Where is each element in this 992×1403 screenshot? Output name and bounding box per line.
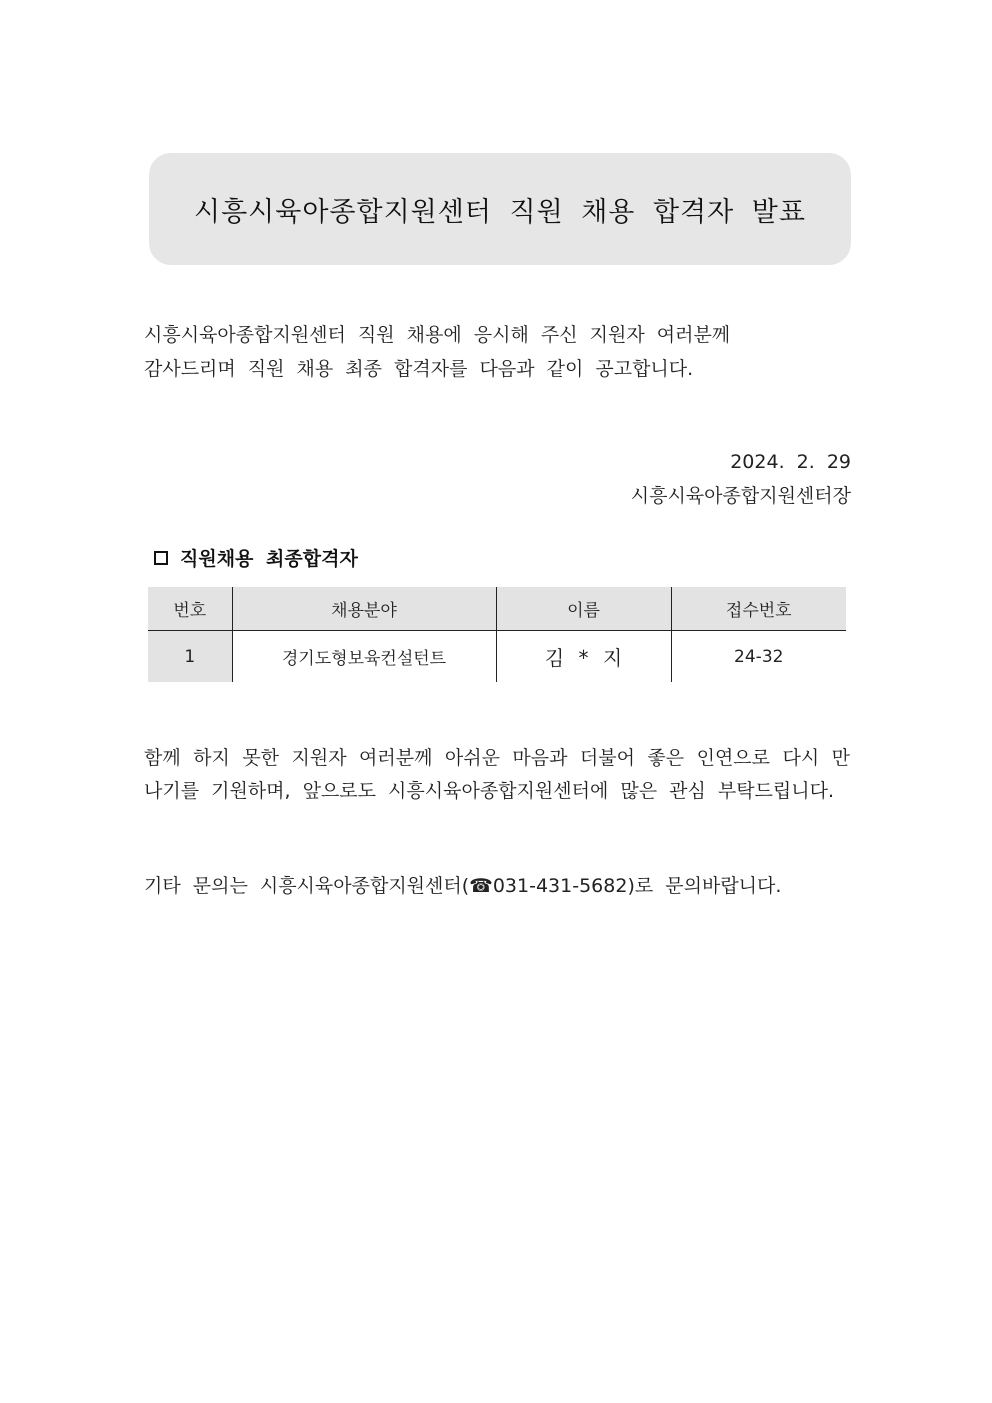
cell-name: 김 * 지 [496,631,671,683]
table-row [148,631,846,683]
results-table [148,587,846,682]
table-header-row [148,587,846,631]
title-banner [149,153,851,265]
header-name: 이름 [496,587,671,631]
page-title: 시흥시육아종합지원센터 직원 채용 합격자 발표 [194,196,806,228]
phone-icon: ☎ [469,875,493,897]
intro-line-2: 감사드리며 직원 채용 최종 합격자를 다음과 같이 공고합니다. [144,358,694,380]
announcement-date: 2024. 2. 29 [730,451,851,473]
header-field: 채용분야 [232,587,496,631]
section-heading-label: 직원채용 최종합격자 [180,548,358,570]
intro-line-1: 시흥시육아종합지원센터 직원 채용에 응시해 주신 지원자 여러분께 [144,324,731,346]
section-heading [154,544,358,571]
closing-paragraph: 함께 하지 못한 지원자 여러분께 아쉬운 마음과 더불어 좋은 인연으로 다시 만나기를 기원하며, 앞으로도 시흥시육아종합지원센터에 많은 관심 부탁드립니다. [144,747,850,802]
contact-line [144,871,781,898]
header-receipt: 접수번호 [671,587,846,631]
contact-text-after: )로 문의바랍니다. [627,875,782,897]
cell-field: 경기도형보육컨설턴트 [232,631,496,683]
issuer-name: 시흥시육아종합지원센터장 [630,485,851,507]
intro-paragraph [144,318,864,386]
contact-phone: 031-431-5682 [492,875,628,897]
header-number: 번호 [148,587,232,631]
checkbox-square-icon [154,551,168,565]
contact-text-before: 기타 문의는 시흥시육아종합지원센터( [144,875,470,897]
cell-receipt: 24-32 [671,631,846,683]
cell-number: 1 [148,631,232,683]
